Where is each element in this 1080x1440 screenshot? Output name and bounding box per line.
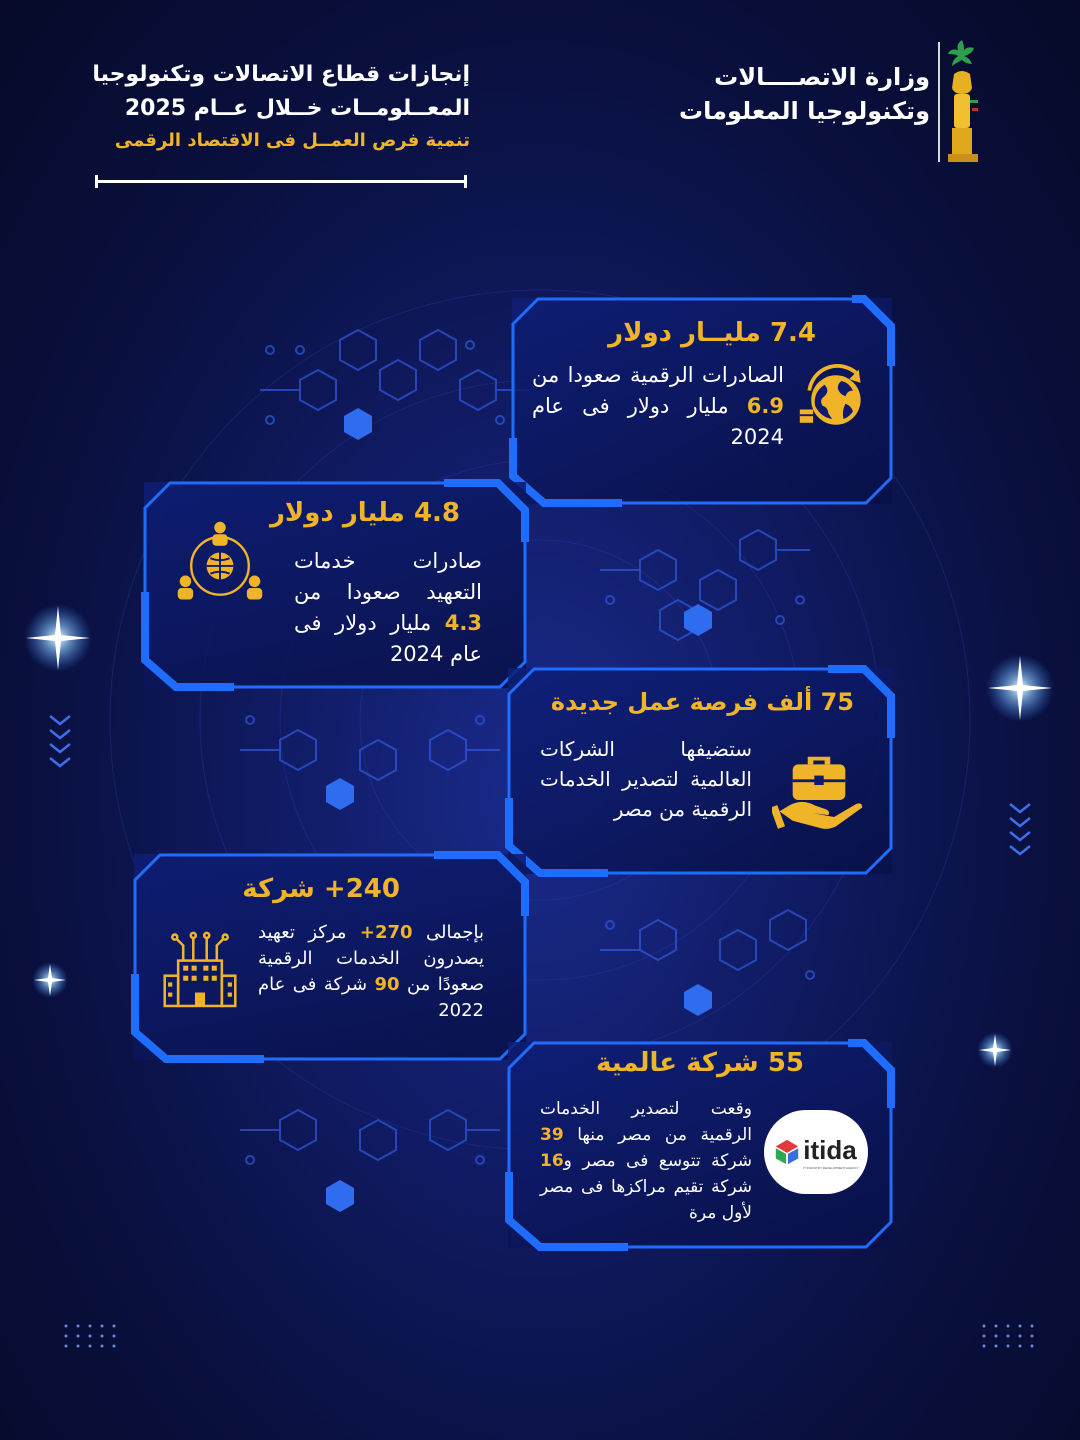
ministry-name (679, 60, 930, 128)
header-divider (95, 180, 467, 183)
stat-card-outsourcing-companies (134, 854, 526, 1060)
stat-card-new-jobs (508, 668, 892, 874)
itida-logo (764, 1110, 868, 1194)
card-heading: 240+ شركة (242, 874, 400, 904)
pharaoh-emblem-icon (932, 34, 982, 166)
card-body (540, 1096, 752, 1226)
stat-card-global-companies (508, 1042, 892, 1248)
card-body-text: بإجمالى (412, 922, 484, 943)
card-body-text-mid: شركة تتوسع فى مصر و (563, 1151, 752, 1171)
global-team-icon (172, 516, 268, 612)
card-body-highlight-2: 90 (374, 974, 400, 995)
card-body-text-end: شركة فى عام 2022 (258, 974, 484, 1021)
card-body (258, 920, 484, 1024)
stat-card-digital-exports (512, 298, 892, 504)
stat-card-outsourcing-exports (144, 482, 526, 688)
card-body-text-end: مليار دولار فى عام 2024 (532, 394, 784, 449)
card-body (532, 360, 784, 453)
page-title-line2: المعــلومــات خــلال عــام 2025 (124, 96, 470, 121)
card-body-highlight-2: 16 (540, 1151, 564, 1171)
card-heading: 75 ألف فرصة عمل جديدة (550, 688, 854, 716)
ministry-name-line2: وتكنولوجيا المعلومات (679, 97, 930, 125)
card-body (294, 546, 482, 670)
page-subtitle: تنمية فرص العمــل فى الاقتصاد الرقمى (114, 130, 470, 151)
itida-cube-icon (773, 1138, 801, 1166)
ministry-name-line1: وزارة الاتصــــالات (714, 63, 930, 91)
card-body-highlight: 4.3 (444, 611, 482, 635)
card-heading: 7.4 مليــار دولار (608, 318, 816, 348)
card-body-text: صادرات خدمات التعهيد صعودا من (294, 549, 482, 604)
card-body-highlight: 39 (540, 1125, 564, 1145)
card-body-text: الصادرات الرقمية صعودا من (532, 363, 784, 387)
header-title-block (60, 58, 470, 156)
page-title-line1: إنجازات قطاع الاتصالات وتكنولوجيا (92, 62, 470, 87)
globe-export-icon (796, 362, 872, 438)
card-body-text-end: شركة تقيم مراكزها فى مصر لأول مرة (540, 1177, 752, 1223)
card-body-highlight: 6.9 (746, 394, 784, 418)
itida-logo-tagline: IT INDUSTRY DEVELOPMENT AGENCY (803, 1165, 859, 1170)
building-circuit-icon (158, 922, 242, 1016)
card-body-text: وقعت لتصدير الخدمات الرقمية من مصر منها (540, 1099, 752, 1145)
card-heading: 4.8 مليار دولار (269, 498, 460, 528)
card-body-text-mid: مركز تعهيد يصدرون الخدمات الرقمية صعودًا من (258, 922, 484, 995)
card-body-highlight: 270+ (359, 922, 413, 943)
briefcase-hand-icon (772, 738, 866, 832)
itida-logo-text: itida (803, 1134, 857, 1165)
card-body: ستضيفها الشركات العالمية لتصدير الخدمات الرقمية من مصر (540, 737, 752, 821)
card-heading: 55 شركة عالمية (595, 1048, 804, 1078)
card-body-text-end: مليار دولار فى عام 2024 (294, 611, 482, 666)
